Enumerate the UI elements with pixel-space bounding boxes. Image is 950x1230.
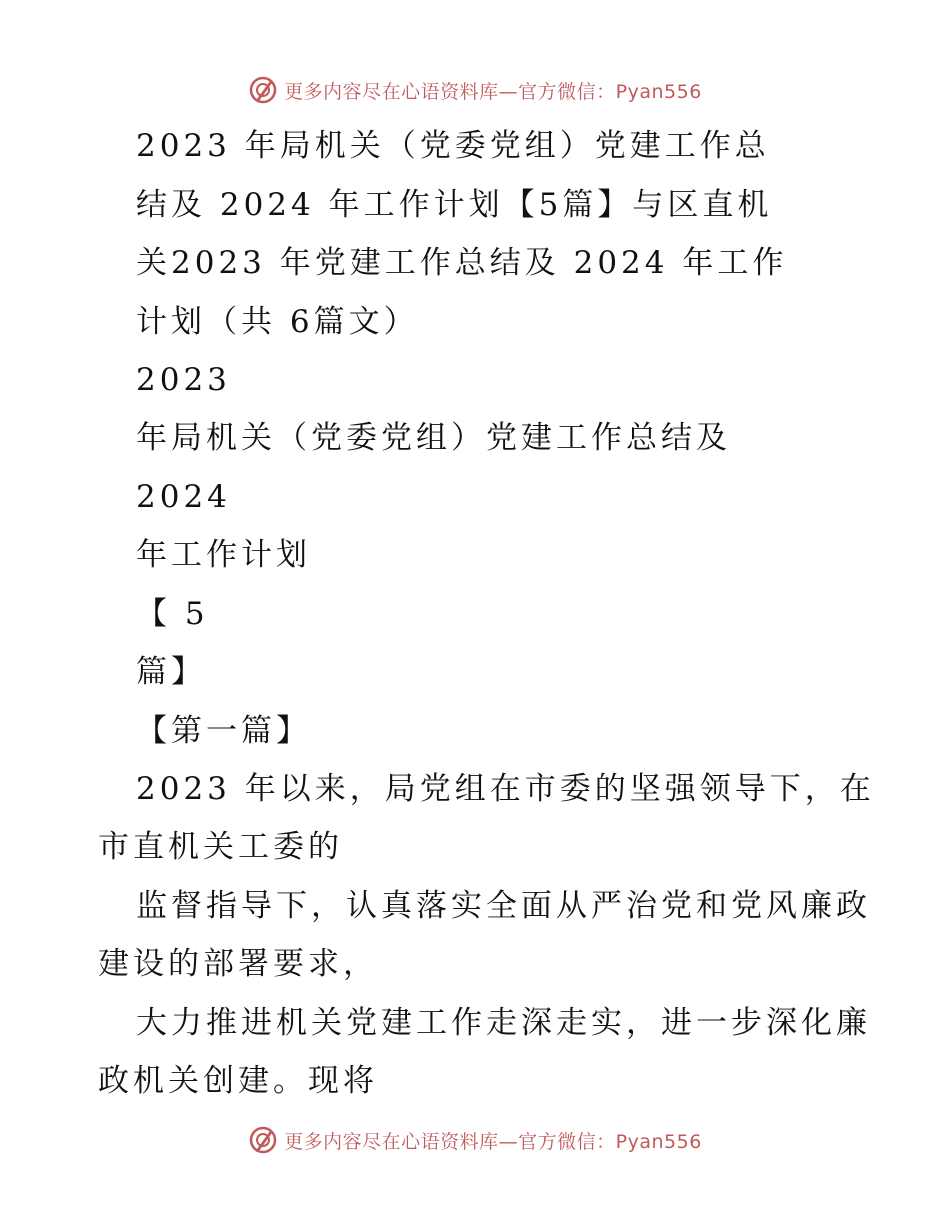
section-heading: 【第一篇】 — [136, 713, 311, 749]
text-line: 2023 — [136, 362, 231, 398]
watermark-text: 更多内容尽在心语资料库—官方微信：Pyan556 — [284, 80, 702, 103]
title-line-2: 结及 2024 年工作计划【5篇】与区直机 — [136, 187, 773, 223]
paragraph-line: 建设的部署要求， — [98, 946, 378, 982]
paragraph-line: 2023 年以来，局党组在市委的坚强领导下，在 — [136, 771, 875, 807]
text-line: 【 5 — [136, 596, 209, 632]
title-line-4: 计划（共 6篇文） — [136, 304, 419, 340]
paragraph-line: 监督指导下，认真落实全面从严治党和党风廉政 — [136, 888, 871, 924]
text-line: 年工作计划 — [136, 537, 311, 573]
paragraph-line: 市直机关工委的 — [98, 829, 343, 865]
quill-seal-icon — [248, 1125, 278, 1155]
title-line-1: 2023 年局机关（党委党组）党建工作总 — [136, 128, 770, 164]
text-line: 2024 — [136, 479, 231, 515]
footer-watermark — [0, 1120, 950, 1160]
paragraph-line: 大力推进机关党建工作走深走实，进一步深化廉 — [136, 1005, 871, 1041]
title-line-3: 关2023 年党建工作总结及 2024 年工作 — [136, 245, 788, 281]
paragraph-line: 政机关创建。现将 — [98, 1063, 378, 1099]
watermark-text: 更多内容尽在心语资料库—官方微信：Pyan556 — [284, 1130, 702, 1153]
text-line: 篇】 — [136, 654, 206, 690]
text-line: 年局机关（党委党组）党建工作总结及 — [136, 420, 731, 456]
